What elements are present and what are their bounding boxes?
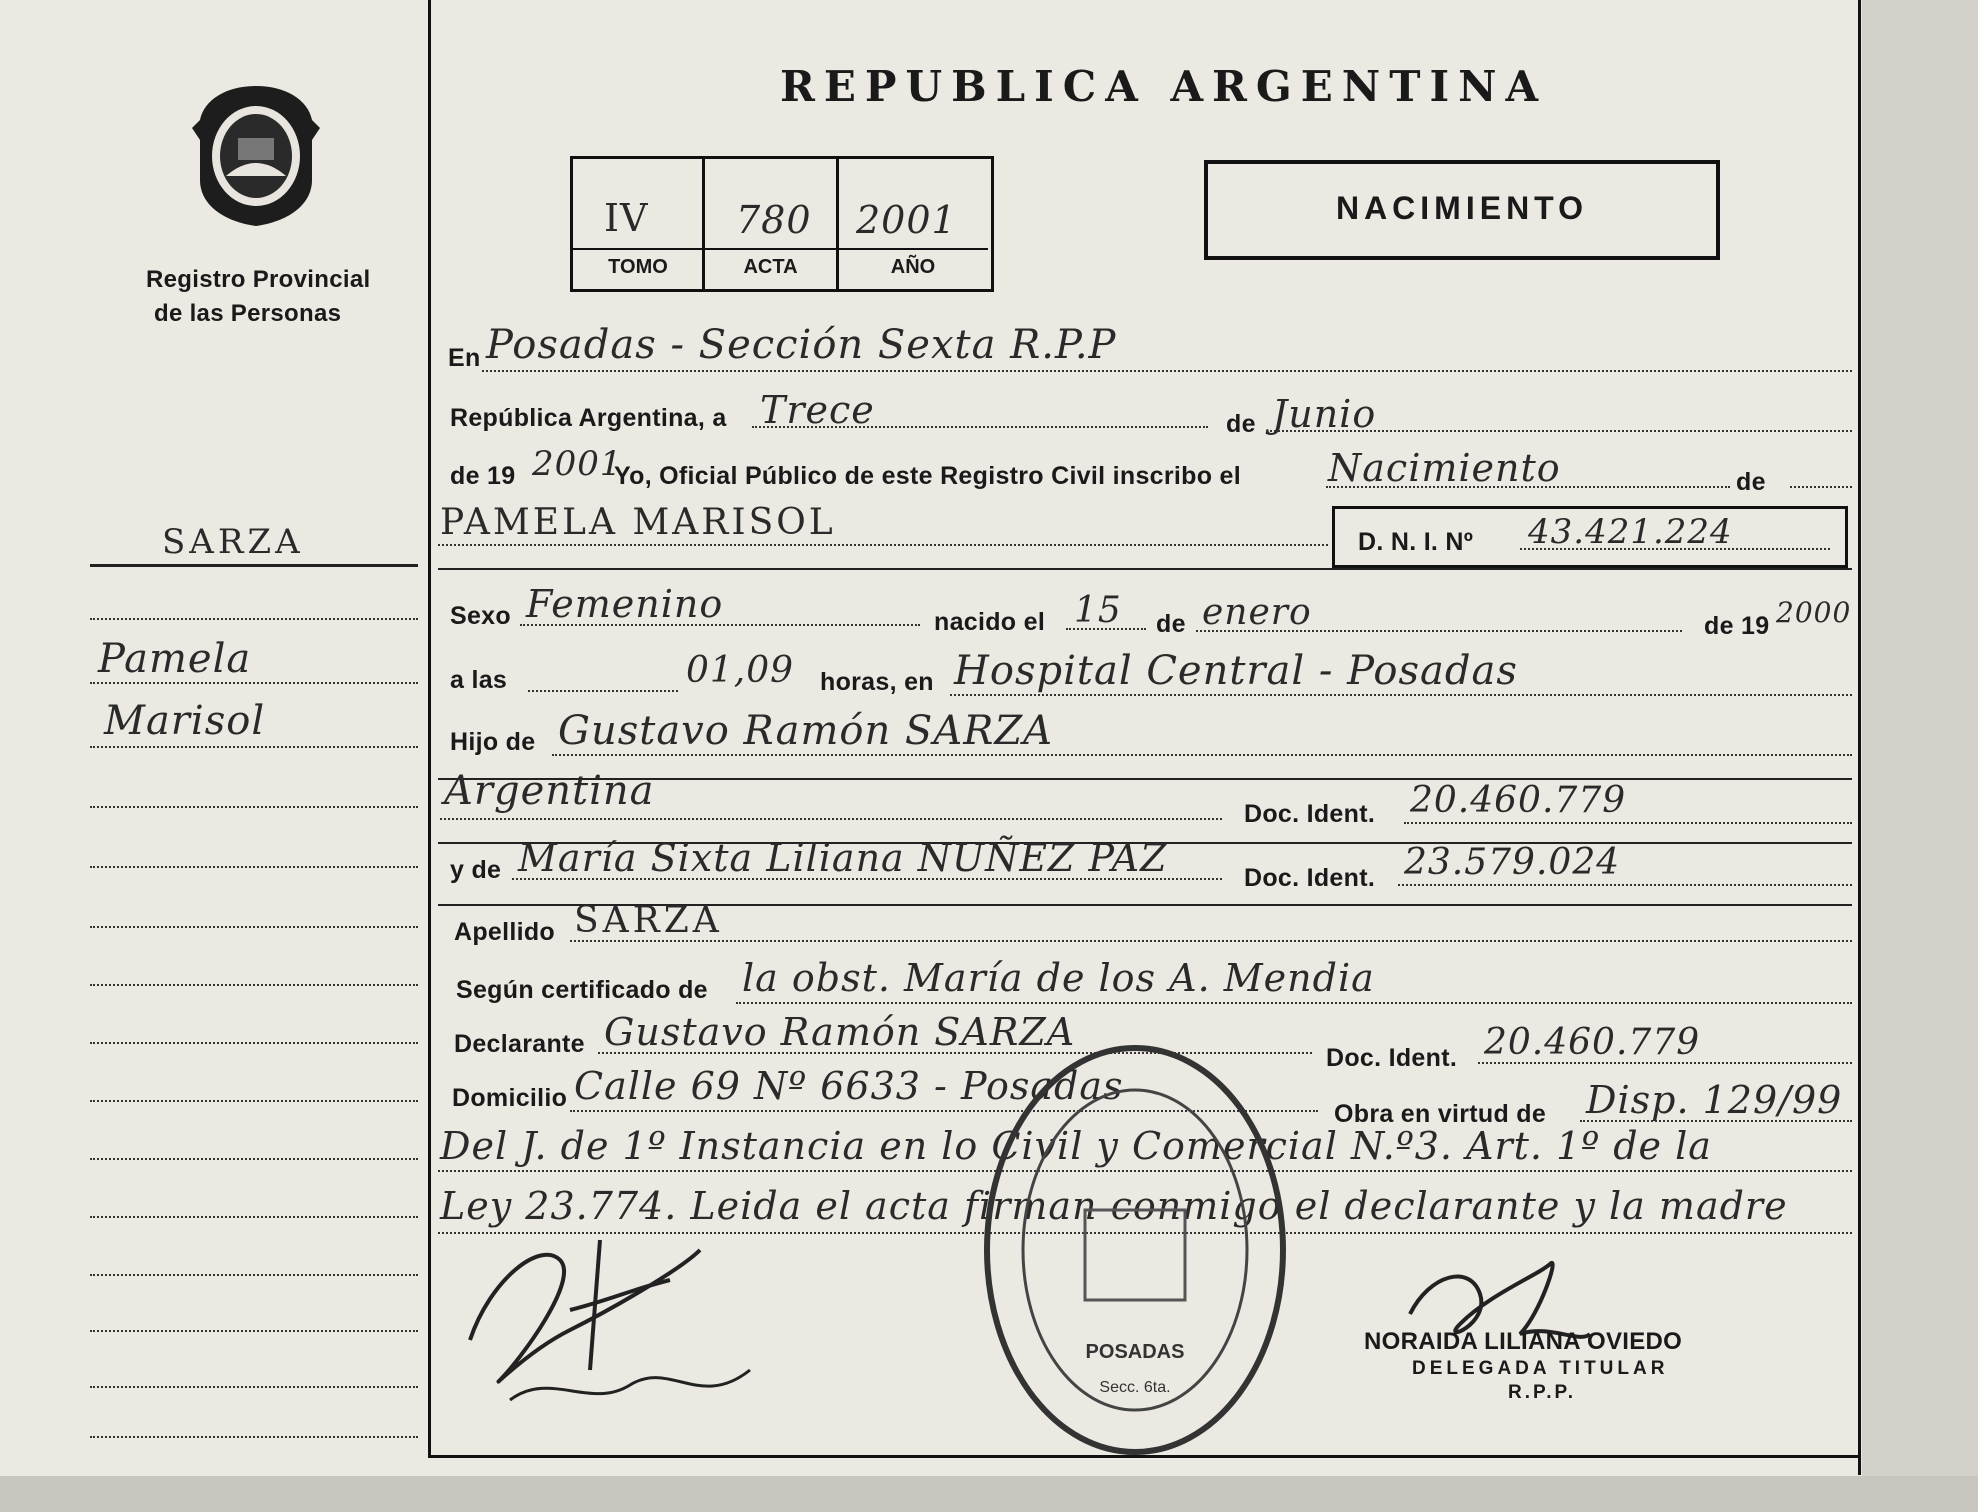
- value-act: Nacimiento: [1328, 446, 1561, 490]
- value-certificate: la obst. María de los A. Mendia: [742, 956, 1375, 1000]
- stub-line: [90, 1436, 418, 1438]
- form-line: [1478, 1062, 1852, 1064]
- value-dni: 43.421.224: [1528, 512, 1733, 552]
- form-line: [1196, 630, 1682, 632]
- stub-surname-rule: [90, 564, 418, 567]
- stub-line: [90, 984, 418, 986]
- label-obra: Obra en virtud de: [1334, 1100, 1547, 1128]
- label-horas: horas, en: [820, 668, 934, 696]
- form-line: [482, 370, 1852, 372]
- label-doc-declarante: Doc. Ident.: [1326, 1044, 1458, 1072]
- stub-given2: Marisol: [104, 698, 266, 744]
- declarant-signature: [450, 1220, 780, 1420]
- country-title: REPUBLICA ARGENTINA: [780, 62, 1548, 111]
- stub-line: [90, 866, 418, 868]
- form-line: [520, 624, 920, 626]
- value-month: Junio: [1272, 392, 1377, 436]
- stub-line: [90, 1330, 418, 1332]
- stub-line: [90, 806, 418, 808]
- value-name: PAMELA MARISOL: [440, 502, 836, 543]
- stub-line: [90, 1158, 418, 1160]
- form-line: [1580, 1120, 1852, 1122]
- value-sexo: Femenino: [526, 582, 724, 626]
- stamp-section: Secc. 6ta.: [1099, 1379, 1171, 1396]
- form-line: [1404, 822, 1852, 824]
- label-republica: República Argentina, a: [450, 404, 727, 432]
- value-year: 2001: [532, 444, 623, 484]
- form-line: [1066, 628, 1146, 630]
- form-line: [570, 940, 1852, 942]
- stub-line: [90, 618, 418, 620]
- form-line: [1398, 884, 1852, 886]
- stub-line: [90, 1386, 418, 1388]
- official-title: DELEGADA TITULAR: [1412, 1358, 1669, 1379]
- acta-value: 780: [736, 198, 812, 242]
- form-rule: [438, 568, 1852, 570]
- page-edge: [1862, 0, 1978, 1512]
- value-mother-doc: 23.579.024: [1404, 842, 1621, 883]
- form-line: [438, 544, 1328, 546]
- value-birth-day: 15: [1074, 590, 1122, 631]
- value-day: Trece: [760, 388, 875, 432]
- stub-line: [90, 1042, 418, 1044]
- right-border: [1858, 0, 1861, 1475]
- value-declarante: Gustavo Ramón SARZA: [604, 1010, 1076, 1054]
- label-sexo: Sexo: [450, 602, 511, 630]
- stub-line: [90, 746, 418, 748]
- label-hijo: Hijo de: [450, 728, 536, 756]
- label-yo: Yo, Oficial Público de este Registro Civil inscribo el: [614, 462, 1242, 490]
- note-line2: Ley 23.774. Leida el acta firman conmigo el declarante y la madre: [440, 1184, 1788, 1228]
- value-birth-place: Hospital Central - Posadas: [954, 648, 1518, 694]
- form-line: [752, 426, 1208, 428]
- label-yde: y de: [450, 856, 502, 884]
- stamp-city: POSADAS: [1085, 1341, 1185, 1363]
- form-line: [528, 690, 678, 692]
- official-org: R.P.P.: [1508, 1382, 1577, 1403]
- form-line: [440, 818, 1222, 820]
- form-line: [512, 878, 1222, 880]
- label-de3: de: [1156, 610, 1186, 638]
- value-mother: María Sixta Liliana NUÑEZ PAZ: [518, 836, 1168, 880]
- official-name: NORAIDA LILIANA OVIEDO: [1364, 1328, 1683, 1355]
- value-declarante-doc: 20.460.779: [1484, 1022, 1701, 1063]
- label-nacido: nacido el: [934, 608, 1046, 636]
- label-de19: de 19: [1704, 612, 1770, 640]
- label-declarante: Declarante: [454, 1030, 585, 1058]
- value-place-office: Posadas - Sección Sexta R.P.P: [486, 322, 1117, 368]
- acta-label: ACTA: [743, 256, 798, 278]
- label-domicilio: Domicilio: [452, 1084, 568, 1112]
- value-birth-year: 2000: [1776, 596, 1852, 629]
- value-father-nationality: Argentina: [444, 768, 655, 814]
- value-birth-month: enero: [1202, 592, 1312, 633]
- agency-line1: Registro Provincial: [146, 266, 371, 293]
- official-stamp: [980, 1040, 1290, 1460]
- value-father: Gustavo Ramón SARZA: [558, 708, 1054, 754]
- form-line: [736, 1002, 1852, 1004]
- label-segun: Según certificado de: [456, 976, 708, 1004]
- value-apellido: SARZA: [574, 900, 723, 941]
- stub-line: [90, 1216, 418, 1218]
- label-doc-mother: Doc. Ident.: [1244, 864, 1376, 892]
- stub-line: [90, 1100, 418, 1102]
- form-line: [1520, 548, 1830, 550]
- form-line: [1326, 486, 1730, 488]
- stub-line: [90, 1274, 418, 1276]
- page-bottom-edge: [0, 1476, 1978, 1512]
- form-line: [1790, 486, 1852, 488]
- label-en: En: [448, 344, 481, 372]
- form-line: [950, 694, 1852, 696]
- agency-line2: de las Personas: [154, 300, 342, 327]
- value-father-doc: 20.460.779: [1410, 780, 1627, 821]
- label-year-prefix: de 19: [450, 462, 516, 490]
- form-line: [1266, 430, 1852, 432]
- label-dni: D. N. I. Nº: [1358, 528, 1474, 556]
- ano-value: 2001: [856, 198, 957, 242]
- ano-label: AÑO: [890, 256, 936, 278]
- value-hour: 01,09: [686, 650, 795, 691]
- value-obra: Disp. 129/99: [1586, 1078, 1843, 1122]
- province-emblem: [186, 80, 326, 230]
- label-de: de: [1226, 410, 1256, 438]
- tomo-value: IV: [604, 196, 649, 240]
- note-line1: Del J. de 1º Instancia en lo Civil y Comercial N.º3. Art. 1º de la: [440, 1124, 1712, 1168]
- tomo-label: TOMO: [608, 256, 668, 278]
- label-alas: a las: [450, 666, 508, 694]
- stub-given1: Pamela: [98, 636, 252, 682]
- record-box-rule: [572, 248, 988, 250]
- value-domicilio: Calle 69 Nº 6633 - Posadas: [574, 1064, 1124, 1108]
- label-doc-father: Doc. Ident.: [1244, 800, 1376, 828]
- label-apellido: Apellido: [454, 918, 556, 946]
- stub-line: [90, 926, 418, 928]
- form-line: [552, 754, 1852, 756]
- stub-line: [90, 682, 418, 684]
- stub-surname: SARZA: [162, 522, 304, 562]
- stub-divider: [428, 0, 431, 1458]
- label-de2: de: [1736, 468, 1766, 496]
- record-type: NACIMIENTO: [1335, 190, 1589, 226]
